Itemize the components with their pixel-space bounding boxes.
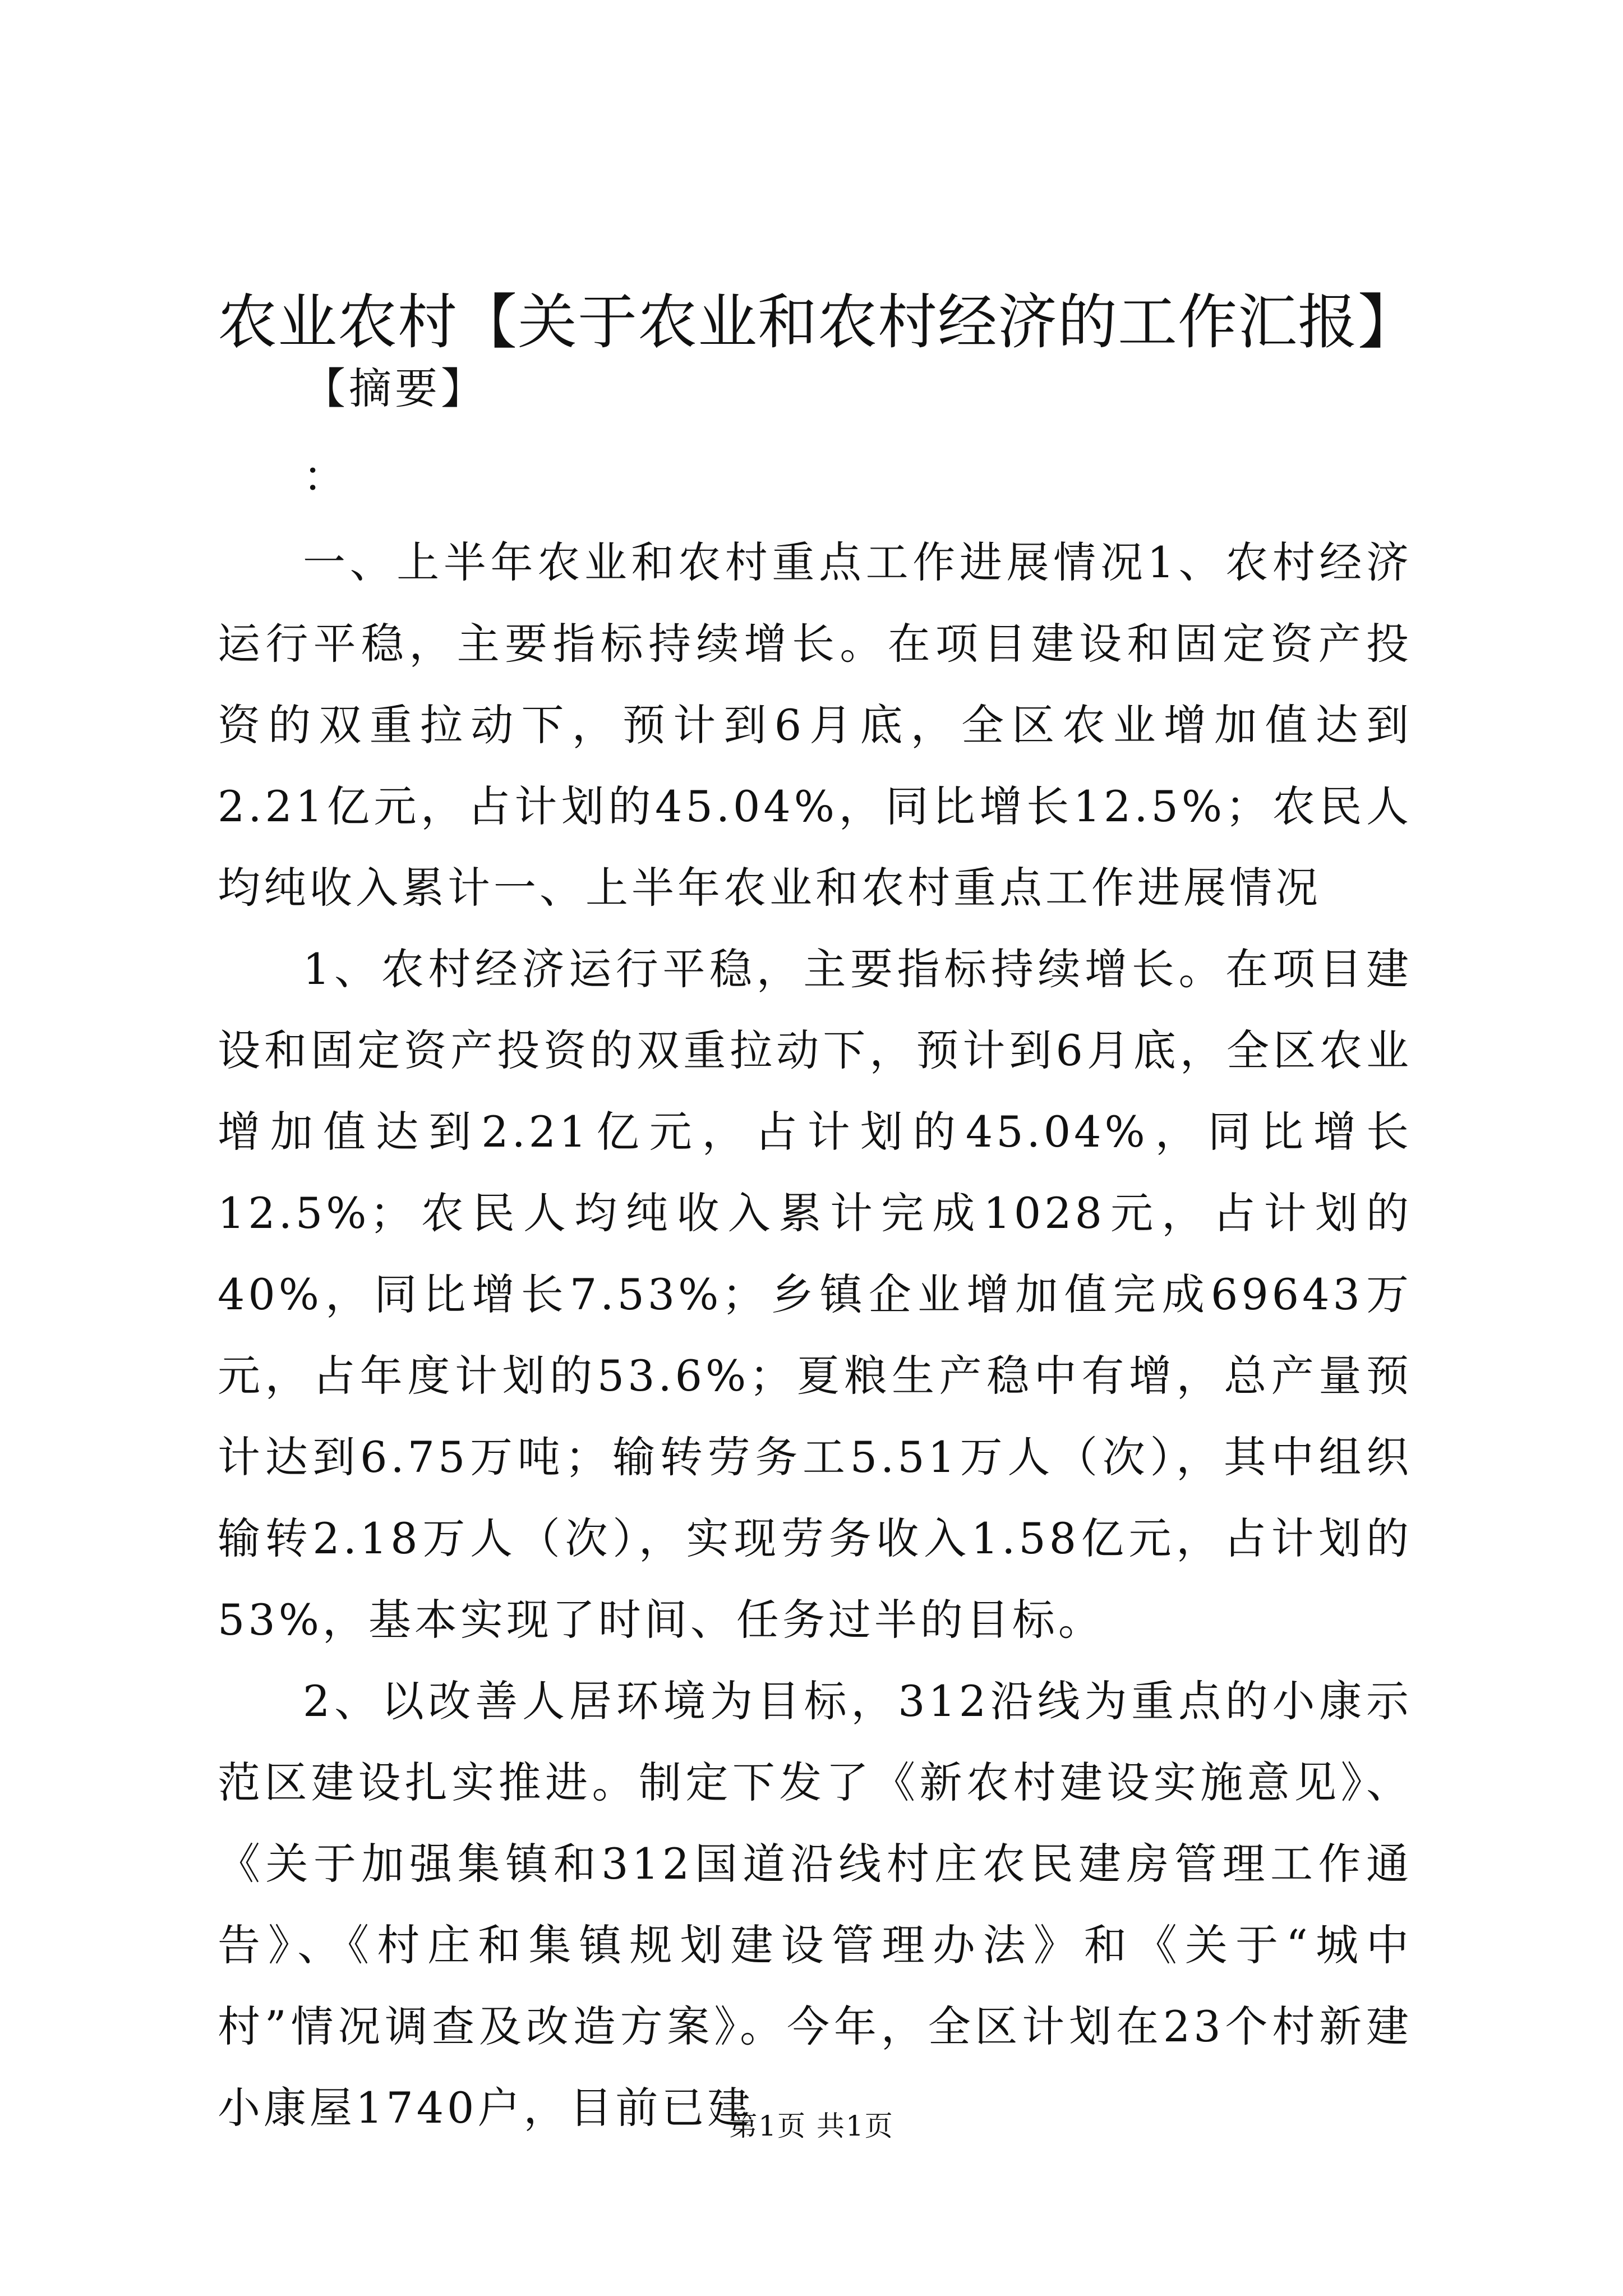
document-body: [218, 348, 1412, 2148]
paragraph-demonstration-zone: 2、以改善人居环境为目标，312沿线为重点的小康示范区建设扎实推进。制定下发了《新农村建设实施意见》、《关于加强集镇和312国道沿线村庄农民建房管理工作通告》、《村庄和集镇规划建设管理办法》和《关于“城中村”情况调查及改造方案》。今年，全区计划在23个村新建小康屋1740户，目前已建: [218, 1676, 1412, 2133]
page-footer: 第1页 共1页: [729, 2110, 894, 2142]
paragraph-economy: 1、农村经济运行平稳，主要指标持续增长。在项目建设和固定资产投资的双重拉动下，预计到6月底，全区农业增加值达到2.21亿元，占计划的45.04%，同比增长12.5%；农民人均纯收入累计完成1028元，占计划的40%，同比增长7.53%；乡镇企业增加值完成69643万元，占年度计划的53.6%；夏粮生产稳中有增，总产量预计达到6.75万吨；输转劳务工5.51万人（次），其中组织输转2.18万人（次），实现劳务收入1.58亿元，占计划的53%，基本实现了时间、任务过半的目标。: [218, 944, 1412, 1645]
abstract-colon: ：: [303, 452, 349, 501]
abstract-heading: 【摘要】: [303, 364, 487, 413]
document-title: 农业农村【关于农业和农村经济的工作汇报】: [218, 288, 1418, 357]
paragraph-intro: 一、上半年农业和农村重点工作进展情况1、农村经济运行平稳，主要指标持续增长。在项目建设和固定资产投资的双重拉动下，预计到6月底，全区农业增加值达到2.21亿元，占计划的45.04%，同比增长12.5%；农民人均纯收入累计一、上半年农业和农村重点工作进展情况: [218, 537, 1412, 913]
